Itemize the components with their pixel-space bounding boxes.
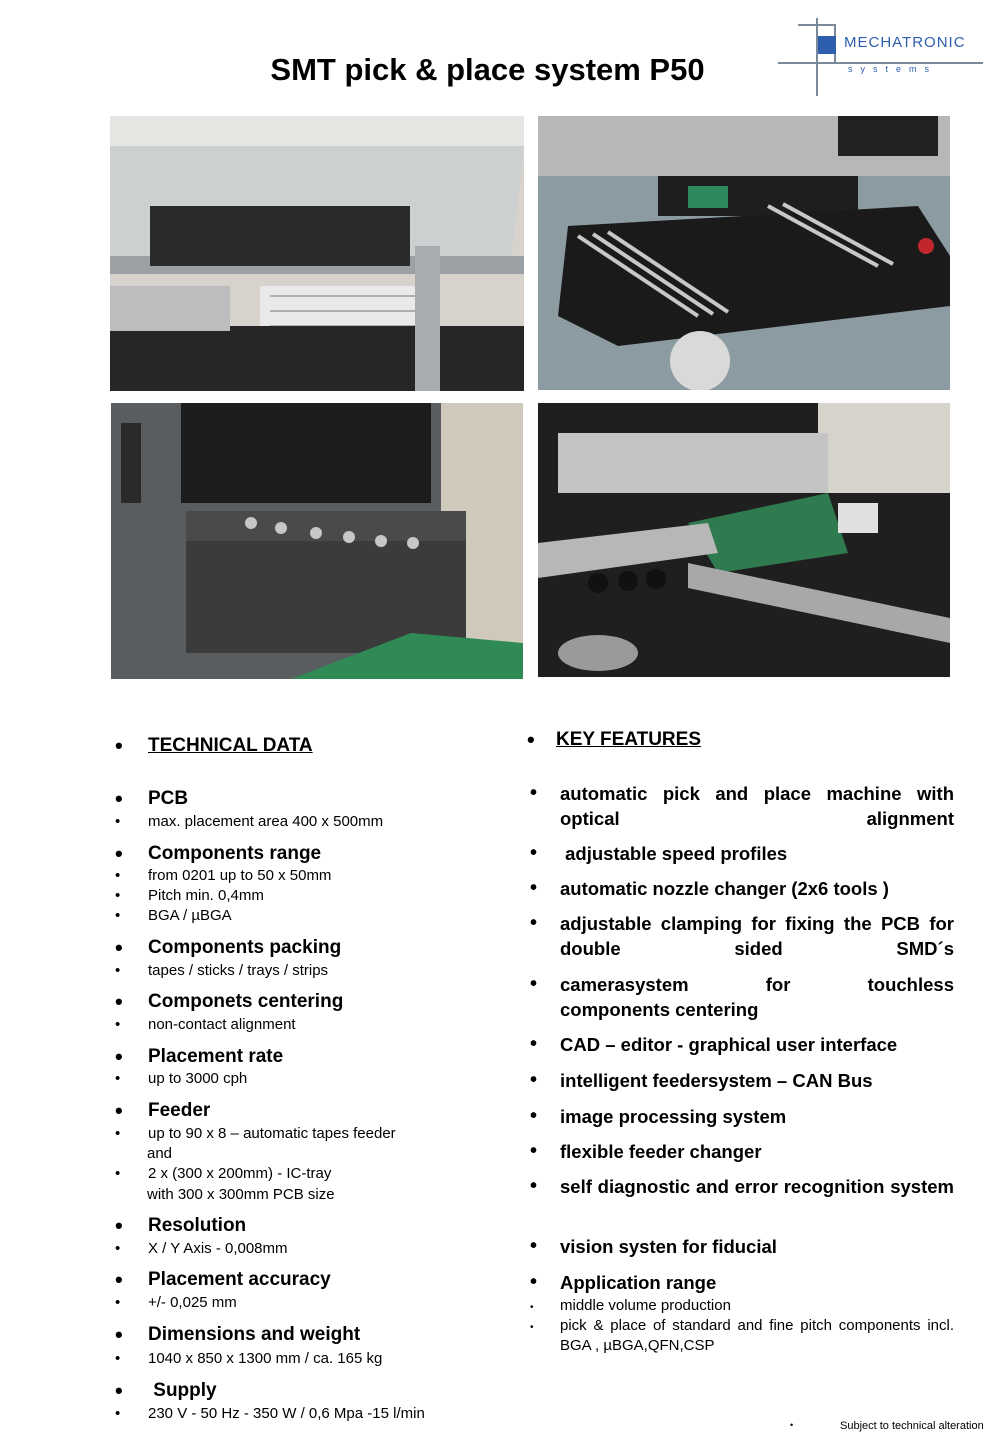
logo-name: MECHATRONIC: [844, 34, 966, 51]
page-title: SMT pick & place system P50: [270, 52, 705, 87]
photo-nozzle-changer: [111, 403, 523, 679]
photo-pcb-clamping: [538, 403, 950, 677]
photo-machine-overview: [110, 116, 524, 391]
photo-feeder-rack: [538, 116, 950, 390]
logo-sub: systems: [848, 64, 938, 74]
